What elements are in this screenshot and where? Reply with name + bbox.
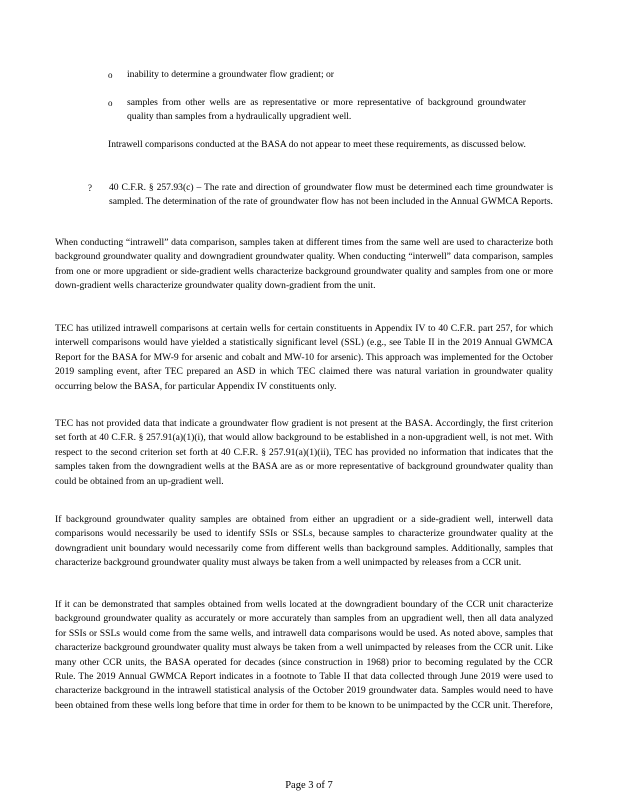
circle-bullet-icon: o: [108, 98, 113, 108]
cfr-requirement-item: [88, 181, 553, 210]
paragraph: TEC has utilized intrawell comparisons at certain wells for certain constituents in Appendix IV to 40 C.F.R. part 257, for which interwell comparisons would have yielded a statistically significant level (SSL) (e.g., see Table II in the 2019 Annual GWMCA Report for the BASA for MW-9 for arsenic and cobalt and MW-10 for arsenic). This approach was implemented for the October 2019 sampling event, after TEC prepared an ASD in which TEC claimed there was natural variation in groundwater quality occurring below the BASA, for particular Appendix IV constituents only.: [55, 323, 553, 392]
paragraph: TEC has not provided data that indicate a groundwater flow gradient is not present at the BASA. Accordingly, the first criterion set forth at 40 C.F.R. § 257.91(a)(1)(i), that would allow background to be established in a non-upgradient well, is not met. With respect to the second criterion set forth at 40 C.F.R. § 257.91(a)(1)(ii), TEC has provided no information that indicates that the samples taken from the downgradient wells at the BASA are as or more representative of background groundwater quality than could be obtained from an up-gradient well.: [55, 418, 553, 487]
intrawell-note: Intrawell comparisons conducted at the BASA do not appear to meet these requirements, as discussed below.: [108, 139, 526, 150]
paragraph: If it can be demonstrated that samples obtained from wells located at the downgradient boundary of the CCR unit characterize background groundwater quality as accurately or more accurately than samples from an upgradient well, then all data analyzed for SSIs or SSLs would come from the same wells, and intrawell data comparisons would be used. As noted above, samples that characterize background groundwater quality must always be taken from a well unimpacted by releases from the CCR unit. Like many other CCR units, the BASA operated for decades (since construction in 1968) prior to becoming regulated by the CCR Rule. The 2019 Annual GWMCA Report indicates in a footnote to Table II that data collected through June 2019 were used to characterize background in the intrawell statistical analysis of the October 2019 groundwater data. Samples would need to have been obtained from these wells long before that time in order for them to be known to be unimpacted by the CCR unit. Therefore,: [55, 599, 553, 711]
cfr-requirement-text: 40 C.F.R. § 257.93(c) – The rate and direction of groundwater flow must be determined each time groundwater is sampled. The determination of the rate of groundwater flow has not been included in the Annual GWMCA Reports.: [109, 182, 553, 208]
list-item: [108, 96, 528, 125]
page-number: Page 3 of 7: [285, 780, 333, 791]
list-item: [108, 68, 528, 82]
paragraph: When conducting “intrawell” data comparison, samples taken at different times from the same well are used to characterize both background groundwater quality and downgradient groundwater quality. When conducting “interwell” data comparison, samples from one or more upgradient or side-gradient wells characterize background groundwater quality and samples from one or more down-gradient wells characterize groundwater quality down-gradient from the unit.: [55, 237, 553, 292]
bullet-text: samples from other wells are as representative or more representative of background groundwater quality than samples from a hydraulically upgradient well.: [127, 97, 526, 123]
paragraph: If background groundwater quality samples are obtained from either an upgradient or a side-gradient well, interwell data comparisons would necessarily be used to identify SSIs or SSLs, because samples to characterize groundwater quality at the downgradient unit boundary would necessarily come from different wells than background samples. Additionally, samples that characterize background groundwater quality must always be taken from a well unimpacted by releases from a CCR unit.: [55, 514, 553, 569]
unknown-glyph-icon: ?: [88, 183, 92, 193]
bullet-text: inability to determine a groundwater flow gradient; or: [127, 69, 335, 80]
circle-bullet-icon: o: [108, 70, 113, 80]
